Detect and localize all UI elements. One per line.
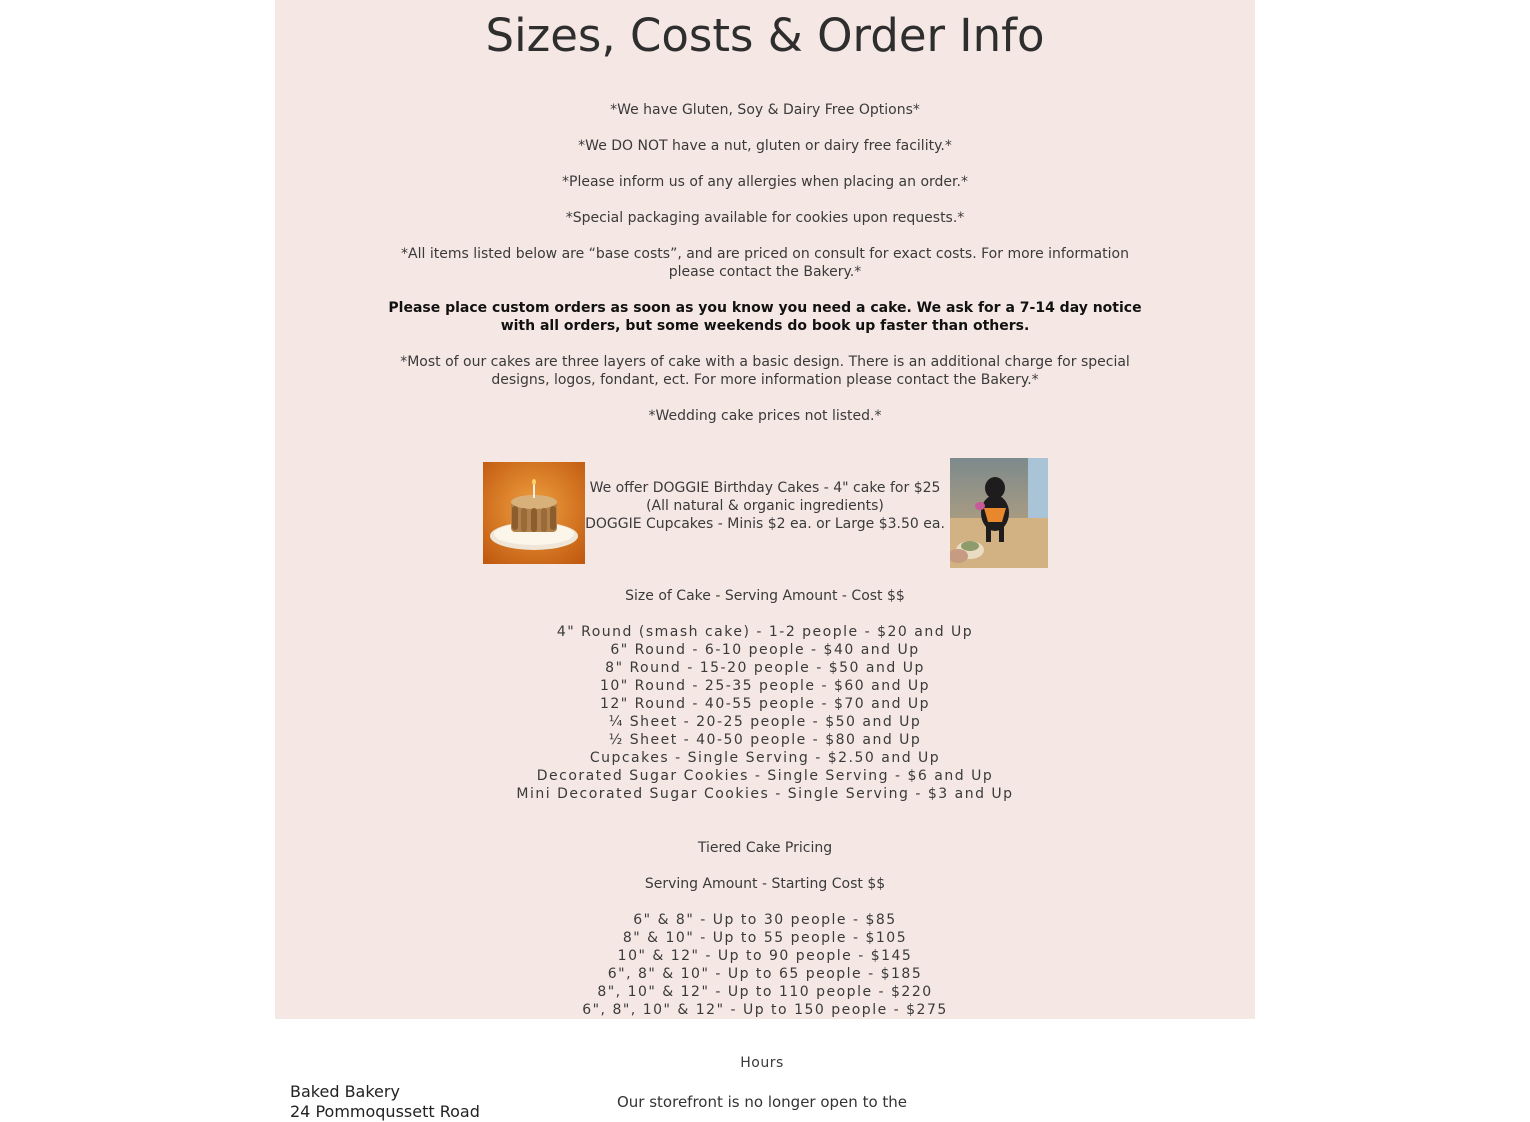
tiered-row: 8", 10" & 12" - Up to 110 people - $220	[597, 984, 933, 1000]
hours-title: Hours	[740, 1055, 784, 1071]
business-address	[290, 1082, 480, 1122]
size-row: ½ Sheet - 40-50 people - $80 and Up	[608, 732, 922, 748]
size-row: 6" Round - 6-10 people - $40 and Up	[610, 642, 920, 658]
note-packaging: *Special packaging available for cookies upon requests.*	[565, 210, 965, 226]
size-table-header: Size of Cake - Serving Amount - Cost $$	[625, 588, 905, 604]
size-row: 4" Round (smash cake) - 1-2 people - $20 and Up	[556, 624, 974, 640]
dog-photo	[950, 458, 1048, 568]
note-gluten-options: *We have Gluten, Soy & Dairy Free Options*	[610, 102, 920, 118]
tiered-row: 6" & 8" - Up to 30 people - $85	[633, 912, 897, 928]
size-row: 10" Round - 25-35 people - $60 and Up	[599, 678, 931, 694]
note-base-costs-line1: *All items listed below are “base costs”, and are priced on consult for exact costs. For more information	[401, 246, 1129, 262]
tiered-table-header: Serving Amount - Starting Cost $$	[644, 876, 886, 892]
address-line: 24 Pommoqussett Road	[290, 1102, 480, 1121]
size-row: Cupcakes - Single Serving - $2.50 and Up	[589, 750, 941, 766]
note-custom-orders-line1: Please place custom orders as soon as you know you need a cake. We ask for a 7-14 day notice	[388, 300, 1142, 316]
tiered-row: 8" & 10" - Up to 55 people - $105	[622, 930, 908, 946]
page-title: Sizes, Costs & Order Info	[485, 9, 1045, 62]
hours-text: Our storefront is no longer open to the	[616, 1093, 908, 1111]
note-custom-orders-line2: with all orders, but some weekends do book up faster than others.	[500, 318, 1030, 334]
tiered-row: 6", 8" & 10" - Up to 65 people - $185	[607, 966, 923, 982]
business-name: Baked Bakery	[290, 1082, 400, 1101]
note-layers-line2: designs, logos, fondant, ect. For more information please contact the Bakery.*	[491, 372, 1039, 388]
note-base-costs-line2: please contact the Bakery.*	[668, 264, 862, 280]
note-facility: *We DO NOT have a nut, gluten or dairy free facility.*	[578, 138, 952, 154]
note-wedding: *Wedding cake prices not listed.*	[648, 408, 882, 424]
size-row: 12" Round - 40-55 people - $70 and Up	[599, 696, 931, 712]
size-row: Decorated Sugar Cookies - Single Serving - $6 and Up	[536, 768, 994, 784]
doggie-ingredients: (All natural & organic ingredients)	[646, 498, 884, 514]
note-layers-line1: *Most of our cakes are three layers of cake with a basic design. There is an additional charge for special	[400, 354, 1130, 370]
tiered-row: 6", 8", 10" & 12" - Up to 150 people - $275	[582, 1002, 948, 1018]
size-row: 8" Round - 15-20 people - $50 and Up	[605, 660, 925, 676]
note-allergies: *Please inform us of any allergies when placing an order.*	[562, 174, 968, 190]
tiered-row: 10" & 12" - Up to 90 people - $145	[617, 948, 913, 964]
doggie-cupcakes: DOGGIE Cupcakes - Minis $2 ea. or Large $3.50 ea.	[585, 516, 945, 532]
tiered-pricing-title: Tiered Cake Pricing	[697, 840, 833, 856]
size-row: Mini Decorated Sugar Cookies - Single Serving - $3 and Up	[516, 786, 1014, 802]
doggie-cakes-offer: We offer DOGGIE Birthday Cakes - 4" cake for $25	[589, 480, 941, 496]
size-row: ¼ Sheet - 20-25 people - $50 and Up	[608, 714, 922, 730]
